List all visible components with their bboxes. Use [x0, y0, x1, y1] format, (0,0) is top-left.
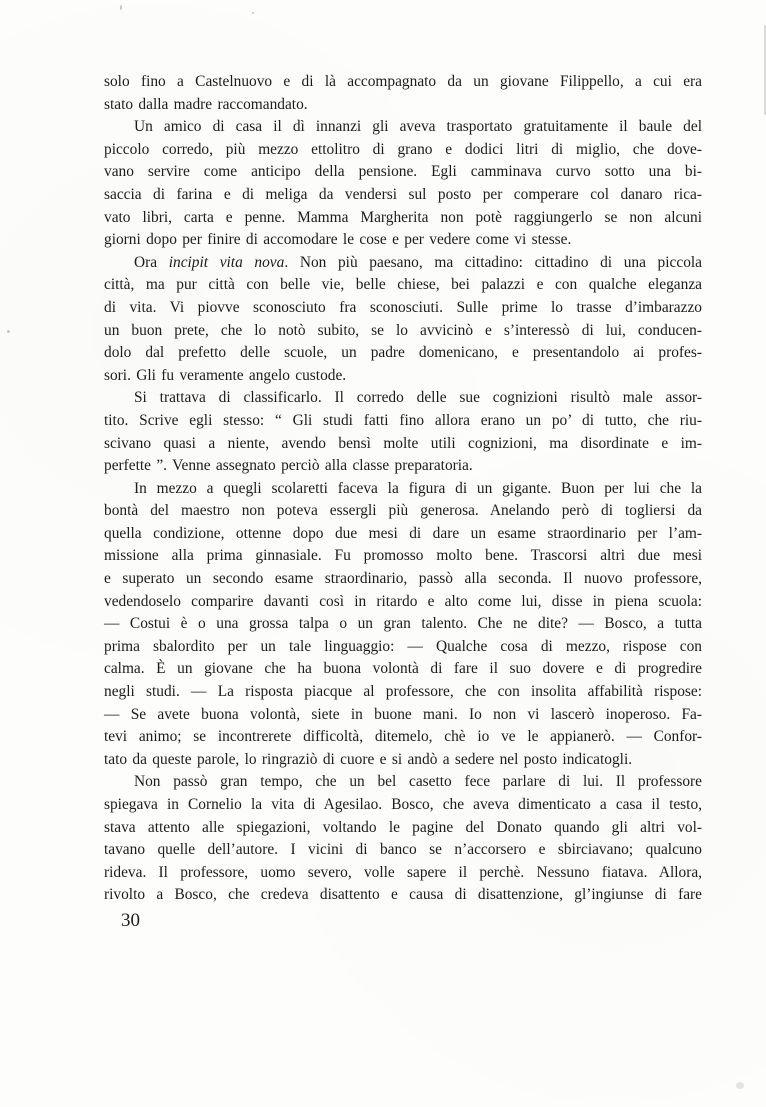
text-line: tato da queste parole, lo ringraziò di cuore e si andò a sedere nel posto indicatogli.	[104, 750, 633, 768]
text-line: scivano quasi a niente, avendo bensì molte utili cognizioni, ma disordinate e im-	[104, 434, 702, 452]
text-line: solo fino a Castelnuovo e di là accompagnato da un giovane Filippello, a cui era	[104, 73, 702, 90]
text-line: dolo dal prefetto delle scuole, un padre domenicano, e presentandolo ai profes-	[104, 344, 702, 362]
scan-speck	[120, 5, 122, 10]
text-line: tevi animo; se incontrerete difficoltà, ditemelo, chè io ve le appianerò. — Confor-	[104, 728, 702, 746]
text-line: giorni dopo per finire di accomodare le cose e per vedere come vi stesse.	[104, 231, 572, 249]
text-block	[104, 71, 702, 907]
text-line: — Costui è o una grossa talpa o un gran talento. Che ne dite? — Bosco, a tutta	[104, 615, 702, 633]
text-line: missione alla prima ginnasiale. Fu promosso molto bene. Trascorsi altri due mesi	[104, 547, 702, 565]
text-line: Non passò gran tempo, che un bel casetto fece parlare di lui. Il professore	[134, 773, 702, 791]
text-line: Si trattava di classificarlo. Il corredo delle sue cognizioni risultò male assor-	[134, 389, 702, 407]
text-line: perfette ”. Venne assegnato perciò alla classe preparatoria.	[104, 457, 473, 475]
text-line: stato dalla madre raccomandato.	[104, 95, 308, 113]
text-line: tito. Scrive egli stesso: “ Gli studi fatti fino allora erano un po’ di tutto, che riu-	[104, 411, 702, 429]
scan-speck	[7, 330, 10, 333]
text-line: di vita. Vi piovve sconosciuto fra sconosciuti. Sulle prime lo trasse d’imbarazzo	[104, 298, 702, 316]
scan-speck	[252, 12, 254, 14]
text-line: spiegava in Cornelio la vita di Agesilao. Bosco, che aveva dimenticato a casa il testo,	[104, 796, 702, 813]
text-line: Ora incipit vita nova. Non più paesano, ma cittadino: cittadino di una piccola	[134, 253, 702, 271]
scan-speck	[736, 1082, 744, 1089]
text-line: saccia di farina e di meliga da vendersi sul posto per comperare col danaro rica-	[104, 185, 702, 203]
text-line: tavano quelle dell’autore. I vicini di banco se n’accorsero e sbirciavano; qualcuno	[104, 841, 702, 859]
text-line: calma. È un giovane che ha buona volontà di fare il suo dovere e di progredire	[104, 660, 702, 678]
text-line: negli studi. — La risposta piacque al professore, che con insolita affabilità rispose:	[104, 683, 702, 701]
text-line: rivolto a Bosco, che credeva disattento e causa di disattenzione, gl’ingiunse di fare	[104, 886, 702, 904]
text-line: vato libri, carta e penne. Mamma Margherita non potè raggiungerlo se non alcuni	[104, 208, 702, 226]
text-line: quella condizione, ottenne dopo due mesi di dare un esame straordinario per l’am-	[104, 524, 702, 542]
text-line: stava attento alle spiegazioni, voltando le pagine del Donato quando gli altri vol-	[104, 818, 702, 836]
text-line: bontà del maestro non poteva essergli più generosa. Anelando però di togliersi da	[104, 502, 702, 520]
text-line: piccolo corredo, più mezzo ettolitro di grano e dodici litri di miglio, che dove-	[104, 140, 702, 158]
text-line: In mezzo a quegli scolaretti faceva la figura di un gigante. Buon per lui che la	[134, 479, 702, 497]
page-number: 30	[121, 910, 140, 931]
text-line: e superato un secondo esame straordinario, passò alla seconda. Il nuovo professore,	[104, 570, 702, 588]
text-line: prima sbalordito per un tale linguaggio: — Qualche cosa di mezzo, rispose con	[104, 637, 702, 655]
text-line: vedendoselo comparire davanti così in ritardo e alto come lui, disse in piena scuola:	[104, 592, 702, 610]
text-line: un buon prete, che lo notò subito, se lo avvicinò e s’interessò di lui, conducen-	[104, 321, 702, 339]
text-line: città, ma pur città con belle vie, belle chiese, bei palazzi e con qualche eleganza	[104, 276, 702, 294]
text-line: Un amico di casa il dì innanzi gli aveva trasportato gratuitamente il baule del	[134, 118, 702, 136]
text-line: sori. Gli fu veramente angelo custode.	[104, 366, 347, 384]
text-line: vano servire come anticipo della pensione. Egli camminava curvo sotto una bi-	[104, 163, 702, 181]
text-line: rideva. Il professore, uomo severo, volle sapere il perchè. Nessuno fiatava. Allora,	[104, 863, 702, 881]
text-line: — Se avete buona volontà, siete in buone mani. Io non vi lascerò inoperoso. Fa-	[104, 705, 702, 723]
